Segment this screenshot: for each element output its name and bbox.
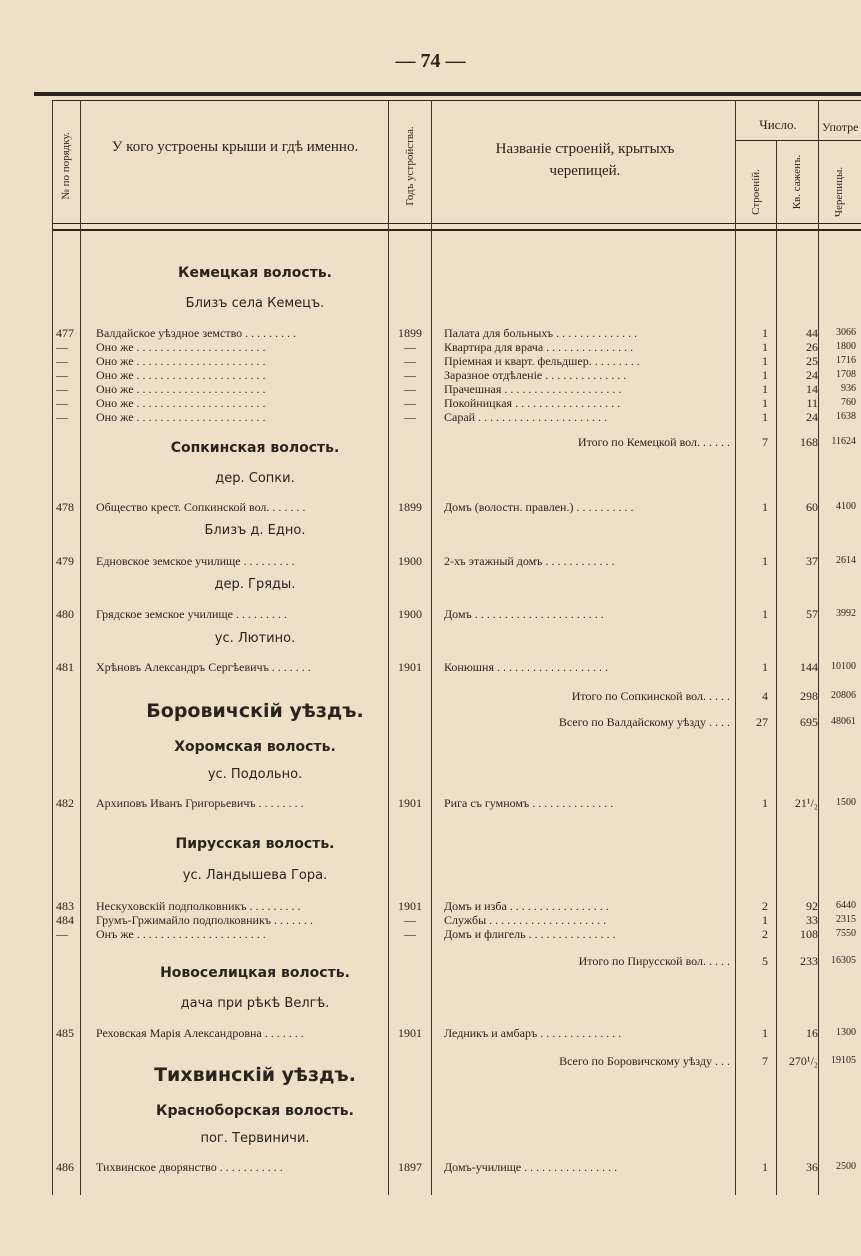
- section-place: Близъ д. Едно.: [204, 523, 306, 538]
- header-used-group: Употре: [822, 120, 859, 134]
- row-owner: Грядское земское училище . . . . . . . . .: [96, 607, 287, 621]
- row-count: 1: [762, 368, 768, 382]
- row-owner: Оно же . . . . . . . . . . . . . . . . . . . . . .: [96, 340, 266, 354]
- row-count: 1: [762, 1160, 768, 1174]
- row-owner: Тихвинское дворянство . . . . . . . . . . .: [96, 1160, 283, 1174]
- row-owner: Оно же . . . . . . . . . . . . . . . . . . . . . .: [96, 382, 266, 396]
- row-number: 480: [56, 607, 74, 621]
- row-building: Домъ и изба . . . . . . . . . . . . . . . . .: [444, 899, 609, 913]
- total-sq: 695: [800, 715, 818, 729]
- table-row: [0, 607, 861, 621]
- row-count: 2: [762, 899, 768, 913]
- row-building: Домъ (волостн. правлен.) . . . . . . . . . .: [444, 500, 634, 514]
- total-count: 4: [762, 689, 768, 703]
- section-volost: Сопкинская волость.: [170, 440, 340, 456]
- header-owner: У кого устроены крыши и гдѣ именно.: [111, 139, 359, 155]
- row-owner: Общество крест. Сопкинской вол. . . . . . .: [96, 500, 306, 514]
- row-tiles: 1638: [836, 411, 856, 422]
- row-building: Домъ и флигель . . . . . . . . . . . . . . .: [444, 927, 616, 941]
- row-owner: Архиповъ Иванъ Григорьевичъ . . . . . . . .: [96, 796, 304, 810]
- row-sq: 108: [800, 927, 818, 941]
- row-sq: 36: [806, 1160, 818, 1174]
- total-sq: 233: [800, 954, 818, 968]
- total-tiles: 16305: [831, 955, 856, 966]
- row-building: Заразное отдѣленіе . . . . . . . . . . . . . .: [444, 368, 627, 382]
- row-owner: Нескуховскій подполковникъ . . . . . . . . .: [96, 899, 301, 913]
- top-rule: [34, 92, 861, 96]
- row-tiles: 6440: [836, 900, 856, 911]
- section-uezd: Тихвинскій уѣздъ.: [154, 1064, 356, 1086]
- row-tiles: 2315: [836, 914, 856, 925]
- table-row: [0, 554, 861, 568]
- header-count-buildings: Строеній.: [750, 169, 762, 215]
- row-count: 1: [762, 1026, 768, 1040]
- table-row: [0, 660, 861, 674]
- row-tiles: 1708: [836, 369, 856, 380]
- section-place: ус. Подольно.: [207, 767, 303, 782]
- row-building: Палата для больныхъ . . . . . . . . . . . . . .: [444, 326, 638, 340]
- row-year: 1900: [398, 607, 422, 621]
- row-count: 1: [762, 410, 768, 424]
- section-uezd: Боровичскій уѣздъ.: [146, 700, 364, 722]
- row-owner: Оно же . . . . . . . . . . . . . . . . . . . . . .: [96, 410, 266, 424]
- row-number: 478: [56, 500, 74, 514]
- row-sq: 37: [806, 554, 818, 568]
- total-tiles: 48061: [831, 716, 856, 727]
- row-year: —: [404, 410, 416, 424]
- row-number: —: [56, 354, 68, 368]
- row-tiles: 10100: [831, 661, 856, 672]
- header-rule-2: [52, 229, 861, 231]
- row-building: Сарай . . . . . . . . . . . . . . . . . . . . . .: [444, 410, 608, 424]
- row-number: 483: [56, 899, 74, 913]
- row-owner: Оно же . . . . . . . . . . . . . . . . . . . . . .: [96, 368, 266, 382]
- row-number: 485: [56, 1026, 74, 1040]
- total-count: 7: [762, 1054, 768, 1068]
- row-count: 1: [762, 660, 768, 674]
- row-owner: Валдайское уѣздное земство . . . . . . . . .: [96, 326, 297, 340]
- row-year: —: [404, 913, 416, 927]
- total-label: Итого по Кемецкой вол. . . . . .: [577, 435, 730, 449]
- row-tiles: 936: [841, 383, 856, 394]
- section-volost: Новоселицкая волость.: [160, 965, 350, 981]
- table-row: [0, 396, 861, 410]
- section-place: пог. Тервиничи.: [200, 1131, 310, 1146]
- total-label: Всего по Валдайскому уѣзду . . . .: [558, 715, 730, 729]
- row-sq: 24: [806, 368, 818, 382]
- row-sq: 26: [806, 340, 818, 354]
- table-row: [0, 500, 861, 514]
- total-label: Итого по Пирусской вол. . . . .: [578, 954, 730, 968]
- total-row: [444, 714, 861, 730]
- row-count: 1: [762, 913, 768, 927]
- section-volost: Красноборская волость.: [156, 1103, 354, 1119]
- row-count: 1: [762, 340, 768, 354]
- row-building: Службы . . . . . . . . . . . . . . . . . . . .: [444, 913, 607, 927]
- row-sq: 16: [806, 1026, 818, 1040]
- row-tiles: 760: [841, 397, 856, 408]
- row-owner: Оно же . . . . . . . . . . . . . . . . . . . . . .: [96, 354, 266, 368]
- row-year: 1900: [398, 554, 422, 568]
- row-count: 1: [762, 354, 768, 368]
- row-year: 1901: [398, 660, 422, 674]
- row-sq: 11: [806, 396, 818, 410]
- row-owner: Реховская Марія Александровна . . . . . . .: [96, 1026, 304, 1040]
- row-building: Домъ-училище . . . . . . . . . . . . . . . .: [444, 1160, 618, 1174]
- section-volost: Кемецкая волость.: [178, 265, 332, 281]
- row-tiles: 1500: [836, 797, 856, 808]
- row-building: Конюшня . . . . . . . . . . . . . . . . . . .: [444, 660, 608, 674]
- section-place: дер. Гряды.: [214, 577, 296, 592]
- page-number: — 74 —: [395, 50, 466, 72]
- header-count-group: Число.: [759, 117, 797, 132]
- total-row: [444, 434, 861, 450]
- row-number: —: [56, 382, 68, 396]
- row-tiles: 1800: [836, 341, 856, 352]
- table-row: [0, 927, 861, 941]
- total-sq: 298: [800, 689, 818, 703]
- total-row: [444, 688, 861, 704]
- row-number: —: [56, 340, 68, 354]
- row-number: 481: [56, 660, 74, 674]
- row-tiles: 7550: [836, 928, 856, 939]
- table-row: [0, 382, 861, 396]
- row-sq: 33: [806, 913, 818, 927]
- table-row: [0, 340, 861, 354]
- section-place: ус. Лютино.: [214, 631, 296, 646]
- row-number: —: [56, 368, 68, 382]
- row-number: 484: [56, 913, 74, 927]
- row-year: 1899: [398, 500, 422, 514]
- row-sq: 144: [800, 660, 818, 674]
- total-sq: 270¹/₂: [788, 1054, 818, 1068]
- row-count: 1: [762, 607, 768, 621]
- row-tiles: 1300: [836, 1027, 856, 1038]
- row-count: 1: [762, 382, 768, 396]
- row-number: 486: [56, 1160, 74, 1174]
- total-row: [444, 1053, 861, 1069]
- table-row: [0, 796, 861, 810]
- row-year: —: [404, 340, 416, 354]
- total-count: 7: [762, 435, 768, 449]
- row-year: 1901: [398, 899, 422, 913]
- total-tiles: 11624: [831, 436, 856, 447]
- total-tiles: 20806: [831, 690, 856, 701]
- table-row: [0, 1160, 861, 1174]
- header-no: № по порядку.: [60, 132, 72, 200]
- total-count: 27: [756, 715, 768, 729]
- row-owner: Онъ же . . . . . . . . . . . . . . . . . . . . . .: [96, 927, 266, 941]
- section-place: дача при рѣкѣ Велгѣ.: [180, 996, 330, 1011]
- row-number: 482: [56, 796, 74, 810]
- total-label: Итого по Сопкинской вол. . . . .: [571, 689, 730, 703]
- row-sq: 14: [806, 382, 818, 396]
- row-tiles: 2614: [836, 555, 856, 566]
- row-owner: Хрѣновъ Александръ Сергѣевичъ . . . . . . .: [96, 660, 311, 674]
- header-used-tiles: Черепицы.: [833, 166, 845, 218]
- section-place: ус. Ландышева Гора.: [182, 868, 328, 883]
- row-year: —: [404, 354, 416, 368]
- row-number: —: [56, 410, 68, 424]
- row-sq: 60: [806, 500, 818, 514]
- row-sq: 24: [806, 410, 818, 424]
- row-tiles: 3066: [836, 327, 856, 338]
- row-count: 1: [762, 500, 768, 514]
- row-tiles: 2500: [836, 1161, 856, 1172]
- row-count: 1: [762, 554, 768, 568]
- row-building: Покойницкая . . . . . . . . . . . . . . . . . .: [444, 396, 621, 410]
- row-year: —: [404, 396, 416, 410]
- section-volost: Пирусская волость.: [175, 836, 335, 852]
- table-row: [0, 368, 861, 382]
- section-place: дер. Сопки.: [215, 471, 295, 486]
- row-year: 1901: [398, 1026, 422, 1040]
- count-group-rule: [735, 140, 861, 141]
- row-owner: Грумъ-Гржимайло подполковникъ . . . . . . .: [96, 913, 314, 927]
- header-count-sq: Кв. саженъ.: [791, 154, 803, 210]
- section-place: Близъ села Кемецъ.: [185, 296, 325, 311]
- row-sq: 25: [806, 354, 818, 368]
- row-year: 1897: [398, 1160, 422, 1174]
- row-number: —: [56, 927, 68, 941]
- row-building: 2-хъ этажный домъ . . . . . . . . . . . .: [444, 554, 615, 568]
- row-number: 477: [56, 326, 74, 340]
- total-sq: 168: [800, 435, 818, 449]
- row-building: Ледникъ и амбаръ . . . . . . . . . . . . . .: [444, 1026, 622, 1040]
- row-building: Прачешная . . . . . . . . . . . . . . . . . . . .: [444, 382, 622, 396]
- row-count: 1: [762, 796, 768, 810]
- table-row: [0, 326, 861, 340]
- table-row: [0, 410, 861, 424]
- total-tiles: 19105: [831, 1055, 856, 1066]
- row-sq: 92: [806, 899, 818, 913]
- row-year: —: [404, 382, 416, 396]
- header-year: Годъ устройства.: [404, 126, 416, 206]
- table-row: [0, 913, 861, 927]
- total-count: 5: [762, 954, 768, 968]
- section-volost: Хоромская волость.: [174, 739, 336, 755]
- row-count: 1: [762, 326, 768, 340]
- top-rule-thin: [52, 100, 861, 101]
- row-building: Пріемная и кварт. фельдшер. . . . . . . . .: [444, 354, 640, 368]
- row-number: 479: [56, 554, 74, 568]
- row-owner: Едновское земское училище . . . . . . . . .: [96, 554, 295, 568]
- row-tiles: 3992: [836, 608, 856, 619]
- table-row: [0, 354, 861, 368]
- row-sq: 57: [806, 607, 818, 621]
- total-row: [444, 953, 861, 969]
- row-year: —: [404, 927, 416, 941]
- row-tiles: 4100: [836, 501, 856, 512]
- row-sq: 21¹/₂: [794, 796, 818, 810]
- row-owner: Оно же . . . . . . . . . . . . . . . . . . . . . .: [96, 396, 266, 410]
- header-building: Названіе строеній, крытыхъ черепицей.: [495, 141, 675, 179]
- row-building: Квартира для врача . . . . . . . . . . . . . . .: [444, 340, 634, 354]
- row-count: 1: [762, 396, 768, 410]
- header-rule: [52, 223, 861, 224]
- row-number: —: [56, 396, 68, 410]
- total-label: Всего по Боровичскому уѣзду . . .: [559, 1054, 730, 1068]
- row-year: 1899: [398, 326, 422, 340]
- row-year: 1901: [398, 796, 422, 810]
- row-tiles: 1716: [836, 355, 856, 366]
- row-sq: 44: [806, 326, 818, 340]
- table-row: [0, 1026, 861, 1040]
- table-row: [0, 899, 861, 913]
- row-building: Домъ . . . . . . . . . . . . . . . . . . . . . .: [444, 607, 604, 621]
- row-building: Рига съ гумномъ . . . . . . . . . . . . . .: [444, 796, 614, 810]
- row-count: 2: [762, 927, 768, 941]
- row-year: —: [404, 368, 416, 382]
